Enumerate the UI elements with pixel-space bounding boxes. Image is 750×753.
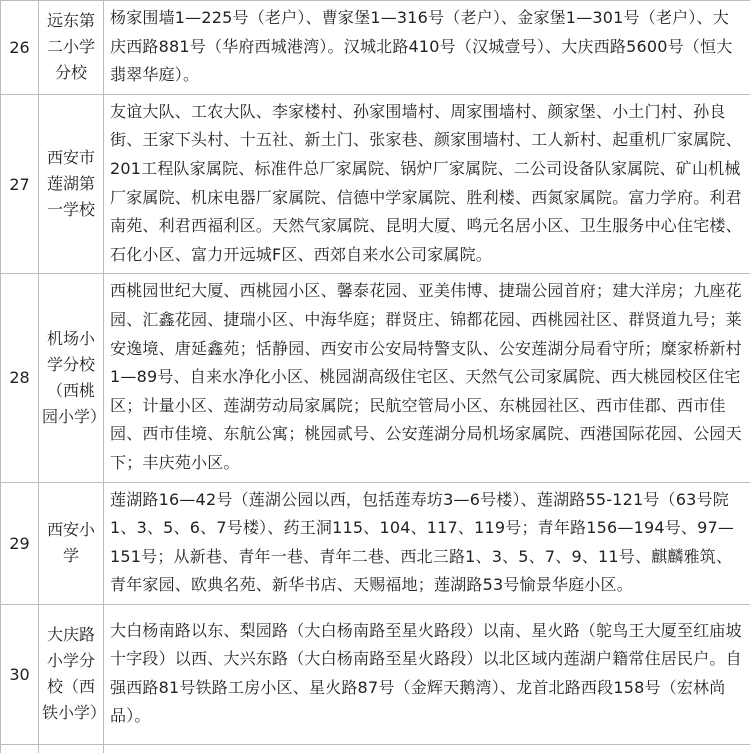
enrollment-area-cell	[104, 744, 750, 753]
table-row-partial	[1, 744, 750, 753]
table-row	[1, 604, 750, 744]
table-row	[1, 482, 750, 604]
table-row	[1, 1, 750, 95]
school-name: 西安小学	[39, 482, 104, 604]
row-number: 26	[1, 1, 39, 95]
school-name: 大庆路小学分校（西铁小学）	[39, 604, 104, 744]
row-number: 30	[1, 604, 39, 744]
school-name: 机场小学分校（西桃园小学）	[39, 274, 104, 482]
row-number: 29	[1, 482, 39, 604]
enrollment-area: 杨家围墙1—225号（老户）、曹家堡1—316号（老户）、金家堡1—301号（老户）、大庆西路881号（华府西城港湾）。汉城北路410号（汉城壹号）、大庆西路5600号（恒大翡翠华庭）。	[104, 1, 750, 95]
table-row	[1, 274, 750, 482]
enrollment-area: 莲湖路16—42号（莲湖公园以西，包括莲寿坊3—6号楼）、莲湖路55-121号（63号院1、3、5、6、7号楼）、药王洞115、104、117、119号；青年路156—194号、97—151号；从新巷、青年一巷、青年二巷、西北三路1、3、5、7、9、11号、麒麟雅筑、青年家园、欧典名苑、新华书店、天赐福地；莲湖路53号愉景华庭小区。	[104, 482, 750, 604]
enrollment-area: 大白杨南路以东、梨园路（大白杨南路至星火路段）以南、星火路（鸵鸟王大厦至红庙坡十字段）以西、大兴东路（大白杨南路至星火路段）以北区域内莲湖户籍常住居民户。自强西路81号铁路工房小区、星火路87号（金辉天鹅湾）、龙首北路西段158号（宏林尚品）。	[104, 604, 750, 744]
school-name: 远东第二小学分校	[39, 1, 104, 95]
school-name-cell	[39, 744, 104, 753]
school-name: 西安市莲湖第一学校	[39, 94, 104, 274]
row-number: 28	[1, 274, 39, 482]
enrollment-area: 友谊大队、工农大队、李家楼村、孙家围墙村、周家围墙村、颜家堡、小土门村、孙良街、王家下头村、十五社、新土门、张家巷、颜家围墙村、工人新村、起重机厂家属院、201工程队家属院、标准件总厂家属院、锅炉厂家属院、二公司设备队家属院、矿山机械厂家属院、机床电器厂家属院、信德中学家属院、胜利楼、西氮家属院。富力学府。利君南苑、利君西福利区。天然气家属院、昆明大厦、鸣元名居小区、卫生服务中心住宅楼、石化小区、富力开远城F区、西郊自来水公司家属院。	[104, 94, 750, 274]
enrollment-area: 西桃园世纪大厦、西桃园小区、馨泰花园、亚美伟博、捷瑞公园首府；建大洋房；九座花园、汇鑫花园、捷瑞小区、中海华庭；群贤庄、锦都花园、西桃园社区、群贤道九号；莱安逸境、唐延鑫苑；恬静园、西安市公安局特警支队、公安莲湖分局看守所；糜家桥新村1—89号、自来水净化小区、桃园湖高级住宅区、天然气公司家属院、西大桃园校区住宅区；计量小区、莲湖劳动局家属院；民航空管局小区、东桃园社区、西市佳郡、西市佳园、西市佳境、东航公寓；桃园贰号、公安莲湖分局机场家属院、西港国际花园、公园天下；丰庆苑小区。	[104, 274, 750, 482]
table-row	[1, 94, 750, 274]
row-number: 27	[1, 94, 39, 274]
row-number-cell	[1, 744, 39, 753]
